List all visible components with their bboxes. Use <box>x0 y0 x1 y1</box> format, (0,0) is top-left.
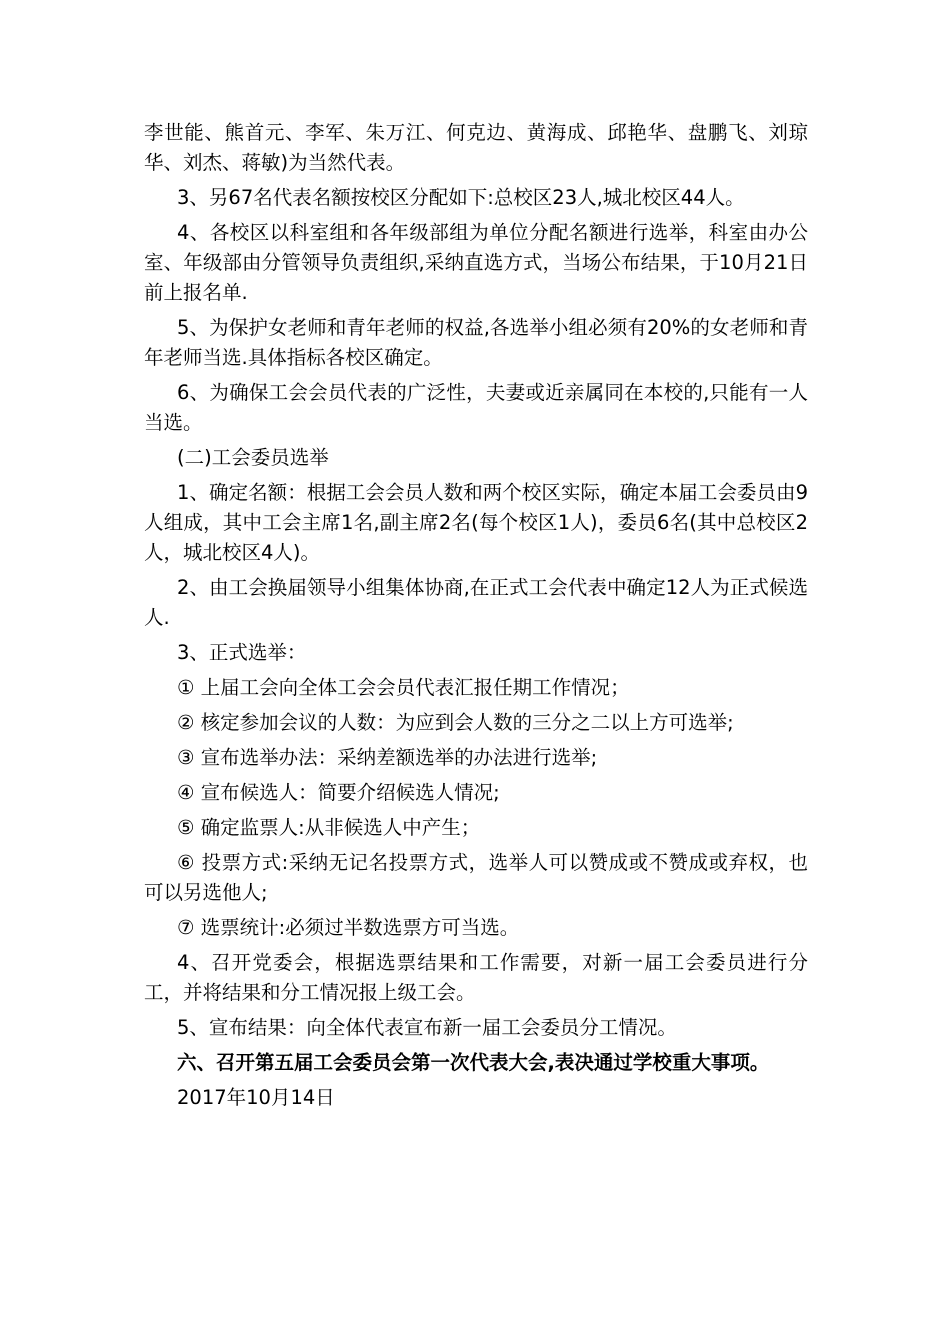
paragraph-committee-quota: 1、确定名额：根据工会会员人数和两个校区实际，确定本届工会委员由9人组成，其中工会主席1名,副主席2名(每个校区1人)，委员6名(其中总校区2人，城北校区4人)。 <box>144 481 808 564</box>
section-heading-first-congress: 六、召开第五届工会委员会第一次代表大会,表决通过学校重大事项。 <box>177 1051 770 1074</box>
list-item-step-7: ⑦ 选票统计:必须过半数选票方可当选。 <box>177 916 520 939</box>
list-item-step-3: ③ 宣布选举办法：采纳差额选举的办法进行选举; <box>177 746 598 769</box>
paragraph-women-youth-quota: 5、为保护女老师和青年老师的权益,各选举小组必须有20%的女老师和青年老师当选.具体指标各校区确定。 <box>144 316 808 369</box>
section-heading-committee-election: (二)工会委员选举 <box>177 446 329 469</box>
paragraph-delegate-list: 李世能、熊首元、李军、朱万江、何克边、黄海成、邱艳华、盘鹏飞、刘琼华、刘杰、蒋敏)为当然代表。 <box>144 121 808 174</box>
paragraph-formal-election: 3、正式选举： <box>177 641 307 664</box>
paragraph-relatives-rule: 6、为确保工会会员代表的广泛性，夫妻或近亲属同在本校的,只能有一人当选。 <box>144 381 808 434</box>
list-item-step-4: ④ 宣布候选人：简要介绍候选人情况; <box>177 781 500 804</box>
list-item-step-5: ⑤ 确定监票人:从非候选人中产生； <box>177 816 481 839</box>
list-item-step-1: ① 上届工会向全体工会会员代表汇报任期工作情况； <box>177 676 630 699</box>
list-item-step-2: ② 核定参加会议的人数：为应到会人数的三分之二以上方可选举; <box>177 711 734 734</box>
paragraph-candidates: 2、由工会换届领导小组集体协商,在正式工会代表中确定12人为正式候选人. <box>144 576 808 629</box>
paragraph-quota-allocation: 3、另67名代表名额按校区分配如下:总校区23人,城北校区44人。 <box>177 186 745 209</box>
document-date: 2017年10月14日 <box>177 1086 335 1109</box>
document-body <box>144 118 808 1118</box>
paragraph-announce-results: 5、宣布结果：向全体代表宣布新一届工会委员分工情况。 <box>177 1016 677 1039</box>
list-item-step-6: ⑥ 投票方式:采纳无记名投票方式，选举人可以赞成或不赞成或弃权，也可以另选他人; <box>144 851 808 904</box>
paragraph-election-method: 4、各校区以科室组和各年级部组为单位分配名额进行选举，科室由办公室、年级部由分管领导负责组织,采纳直选方式，当场公布结果，于10月21日前上报名单. <box>144 221 808 304</box>
paragraph-party-committee: 4、召开党委会，根据选票结果和工作需要，对新一届工会委员进行分工，并将结果和分工情况报上级工会。 <box>144 951 808 1004</box>
